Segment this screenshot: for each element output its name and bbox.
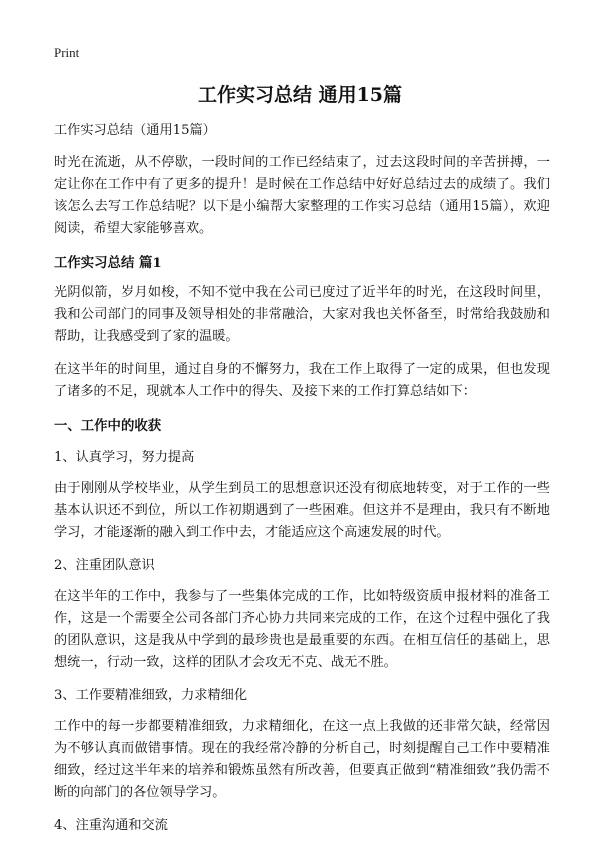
paragraph: 由于刚刚从学校毕业，从学生到员工的思想意识还没有彻底地转变，对于工作的一些基本认识还不到位，所以工作初期遇到了一些困难。但这并不是理由，我只有不断地学习，才能逐渐的融入到工作中去，才能适应这个高速发展的时代。 bbox=[54, 481, 550, 540]
intro-paragraph: 时光在流逝，从不停歇，一段时间的工作已经结束了，过去这段时间的辛苦拼搏，一定让你在工作中有了更多的提升！是时候在工作总结中好好总结过去的成绩了。我们该怎么去写工作总结呢？以下是小编帮大家整理的工作实习总结（通用15篇），欢迎阅读，希望大家能够喜欢。 bbox=[54, 155, 550, 236]
part-heading: 一、工作中的收获 bbox=[54, 418, 162, 434]
document-subtitle: 工作实习总结（通用15篇） bbox=[54, 123, 216, 138]
item-title: 4、注重沟通和交流 bbox=[54, 818, 168, 833]
paragraph: 工作中的每一步都要精准细致，力求精细化，在这一点上我做的还非常欠缺，经常因为不够认真而做错事情。现在的我经常冷静的分析自己，时刻提醒自己工作中要精准细致，经过这半年来的培养和锻炼虽然有所改善，但要真正做到“精准细致”我仍需不断的向部门的各位领导学习。 bbox=[54, 719, 550, 800]
document-title: 工作实习总结 通用15篇 bbox=[197, 84, 403, 106]
paragraph: 在这半年的时间里，通过自身的不懈努力，我在工作上取得了一定的成果，但也发现了诸多的不足，现就本人工作中的得失、及接下来的工作打算总结如下： bbox=[54, 362, 550, 399]
document-body bbox=[54, 120, 550, 846]
paragraph: 光阴似箭，岁月如梭，不知不觉中我在公司已度过了近半年的时光，在这段时间里，我和公司部门的同事及领导相处的非常融洽，大家对我也关怀备至，时常给我鼓励和帮助，让我感受到了家的温暖。 bbox=[54, 285, 550, 344]
item-title: 2、注重团队意识 bbox=[54, 558, 155, 573]
item-title: 1、认真学习，努力提高 bbox=[54, 450, 195, 465]
print-label: Print bbox=[54, 45, 80, 60]
paragraph: 在这半年的工作中，我参与了一些集体完成的工作，比如特级资质申报材料的准备工作，这是一个需要全公司各部门齐心协力共同来完成的工作，在这个过程中强化了我的团队意识，这是我从中学到的最珍贵也是最重要的东西。在相互信任的基础上，思想统一，行动一致，这样的团队才会攻无不克、战无不胜。 bbox=[54, 589, 550, 670]
item-title: 3、工作要精准细致，力求精细化 bbox=[54, 688, 248, 703]
section-heading: 工作实习总结 篇1 bbox=[54, 255, 162, 271]
